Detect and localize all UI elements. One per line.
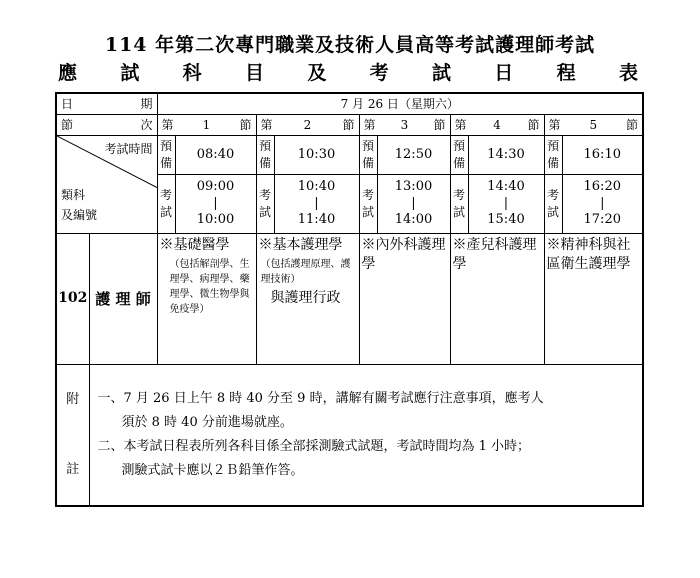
session-1: 第 1 節 — [157, 115, 256, 136]
subtitle-char: 程 — [556, 62, 576, 84]
notes-content — [89, 365, 643, 507]
page-subtitle — [58, 58, 638, 85]
schedule-table — [55, 92, 644, 507]
prep-time-2: 10:30 — [274, 136, 359, 175]
prep-label: 預 備 — [157, 136, 175, 175]
note-item-1: 一、7 月 26 日上午 8 時 40 分至 9 時，講解有關考試應行注意事項，應考人 — [97, 390, 544, 406]
date-value: 7 月 26 日（星期六） — [157, 93, 643, 115]
category-code: 102 — [56, 234, 89, 365]
prep-label: 預 備 — [359, 136, 377, 175]
prep-time-3: 12:50 — [377, 136, 450, 175]
subtitle-char: 目 — [244, 62, 264, 84]
exam-time-5: 16:20 | 17:20 — [562, 175, 643, 234]
subtitle-char: 科 — [182, 62, 202, 84]
prep-time-4: 14:30 — [468, 136, 544, 175]
exam-time-2: 10:40 | 11:40 — [274, 175, 359, 234]
page-title: 114 年第二次專門職業及技術人員高等考試護理師考試 — [104, 34, 596, 56]
exam-label: 考 試 — [450, 175, 468, 234]
prep-time-5: 16:10 — [562, 136, 643, 175]
note-item-2-cont: 測驗式試卡應以２Ｂ鉛筆作答。 — [121, 463, 304, 479]
session-2: 第 2 節 — [256, 115, 359, 136]
subtitle-char: 及 — [307, 62, 327, 84]
exam-label: 考 試 — [359, 175, 377, 234]
subject-2: ※基本護理學 （包括護理原理、護理技術） 與護理行政 — [256, 234, 359, 365]
subtitle-char: 日 — [494, 62, 514, 84]
code-label: 及編號 — [61, 208, 98, 222]
category-label: 類科 — [61, 188, 86, 202]
subtitle-char: 應 — [58, 62, 78, 84]
exam-time-4: 14:40 | 15:40 — [468, 175, 544, 234]
subject-4: ※產兒科護理學 — [450, 234, 544, 365]
note-item-1-cont: 須於 8 時 40 分前進場就座。 — [121, 414, 293, 430]
subtitle-char: 表 — [618, 62, 638, 84]
notes-label: 附 註 — [56, 365, 89, 507]
exam-time-label: 考試時間 — [104, 142, 153, 156]
diagonal-header-cell — [56, 136, 157, 234]
subject-3: ※內外科護理學 — [359, 234, 450, 365]
exam-label: 考 試 — [157, 175, 175, 234]
note-item-2: 二、本考試日程表所列各科目係全部採測驗式試題，考試時間均為 1 小時； — [97, 439, 531, 454]
exam-time-3: 13:00 | 14:00 — [377, 175, 450, 234]
subject-1: ※基礎醫學 （包括解剖學、生理學、病理學、藥理學、微生物學與免疫學） — [157, 234, 256, 365]
exam-time-1: 09:00 | 10:00 — [175, 175, 256, 234]
exam-label: 考 試 — [256, 175, 274, 234]
session-3: 第 3 節 — [359, 115, 450, 136]
prep-time-1: 08:40 — [175, 136, 256, 175]
subject-5: ※精神科與社區衛生護理學 — [544, 234, 643, 365]
session-5: 第 5 節 — [544, 115, 643, 136]
prep-label: 預 備 — [544, 136, 562, 175]
date-label-cell: 日 期 — [56, 93, 157, 115]
session-4: 第 4 節 — [450, 115, 544, 136]
subtitle-char: 試 — [120, 62, 140, 84]
prep-label: 預 備 — [256, 136, 274, 175]
subtitle-char: 試 — [431, 62, 451, 84]
category-name: 護 理 師 — [89, 234, 157, 365]
prep-label: 預 備 — [450, 136, 468, 175]
session-label-cell: 節 次 — [56, 115, 157, 136]
subtitle-char: 考 — [369, 62, 389, 84]
exam-label: 考 試 — [544, 175, 562, 234]
